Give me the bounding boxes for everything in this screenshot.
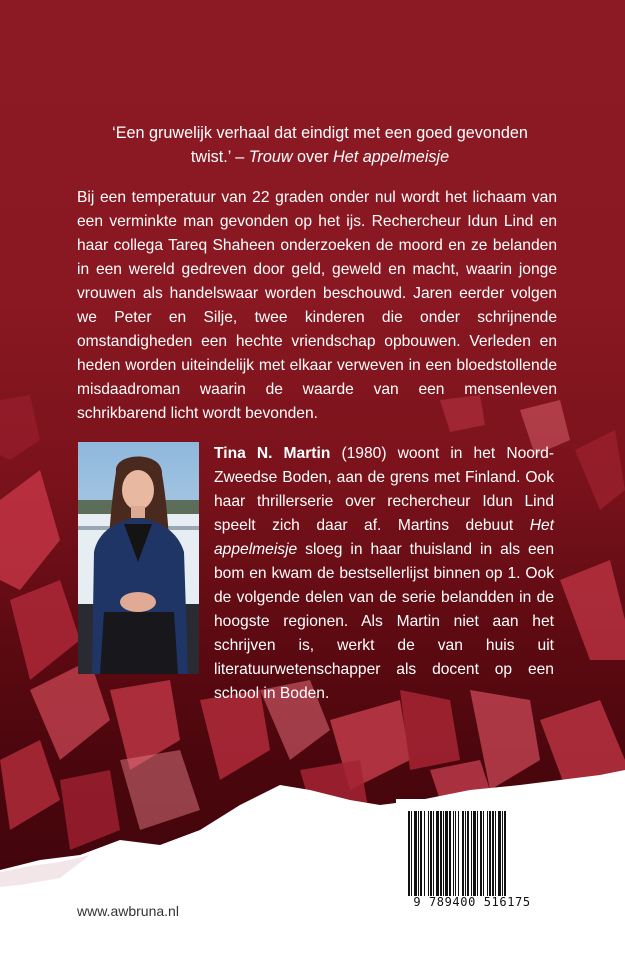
barcode [396, 799, 546, 915]
quote-line-1: ‘Een gruwelijk verhaal dat eindigt met een goed gevonden [112, 124, 528, 142]
bio-debut-title: Het appelmeisje [214, 517, 554, 558]
blurb-paragraph-1: Bij een temperatuur van 22 graden onder nul wordt het lichaam van een verminkte man gevonden op het ijs. Rechercheur Idun Lind en haar collega Tareq Shaheen onderzoeken de moord en ze belanden in een wereld gedreven door geld, geweld en macht, waarin jonge vrouwen als handelswaar worden beschouwd. [77, 189, 557, 302]
isbn-number: 9 789400 516175 [413, 895, 531, 909]
barcode-bars [408, 811, 534, 896]
quote-over: over [292, 148, 334, 166]
blurb-paragraph-2: Jaren eerder volgen we Peter en Silje, twee kinderen die onder schrijnende omstandigheden een hechte vriendschap opbouwen. Verleden en heden worden uiteindelijk met elkaar verweven in een bloedstollende misdaadroman waarin de waarde van een mensenleven schrikbarend licht wordt bevonden. [77, 285, 558, 422]
review-quote [95, 121, 545, 169]
bio-part-2: sloeg in haar thuisland in als een bom en kwam de bestsellerlijst binnen op 1. Ook de volgende delen van de serie belandden in de hoogste regionen. Als Martin niet aan het schrijven is, werkt de van huis uit literatuurwetenschapper als docent op een school in Boden. [214, 541, 554, 702]
book-blurb [77, 186, 557, 426]
publisher-url[interactable]: www.awbruna.nl [77, 903, 179, 919]
author-photo [78, 442, 199, 674]
bio-part-1: (1980) woont in het Noord-Zweedse Boden, aan de grens met Finland. Ook haar thrillerserie over rechercheur Idun Lind speelt zich daar af. Martins debuut [214, 445, 554, 534]
author-name: Tina N. Martin [214, 445, 331, 462]
quote-line-2-start: twist.’ [190, 148, 231, 166]
quote-book-title: Het appelmeisje [333, 148, 450, 166]
author-bio [214, 442, 554, 706]
quote-source: Trouw [248, 148, 293, 166]
quote-dash: – [230, 148, 249, 166]
